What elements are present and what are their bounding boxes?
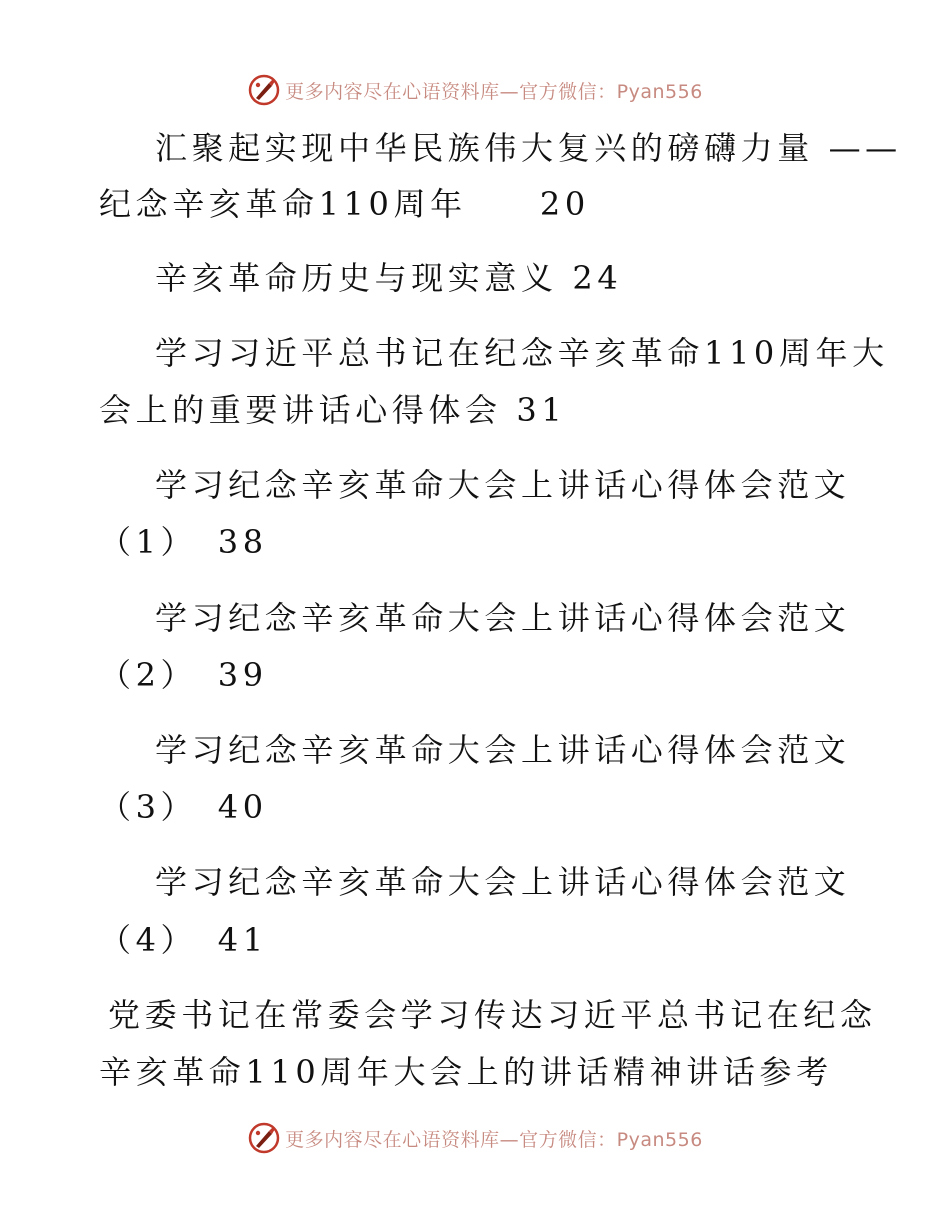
watermark-banner-bottom [0,1118,950,1158]
toc-line: 党委书记在常委会学习传达习近平总书记在纪念 [108,996,877,1034]
watermark-text: 更多内容尽在心语资料库—官方微信：Pyan556 [285,80,703,103]
toc-line: 辛亥革命历史与现实意义 24 [155,259,623,297]
pen-logo-icon [247,73,281,107]
toc-line: 汇聚起实现中华民族伟大复兴的磅礴力量 —— [155,129,902,167]
toc-line: 辛亥革命110周年大会上的讲话精神讲话参考 [99,1053,833,1091]
pen-logo-icon [247,1121,281,1155]
toc-line: 纪念辛亥革命110周年 20 [99,185,590,223]
toc-line: 学习纪念辛亥革命大会上讲话心得体会范文 [155,863,851,901]
toc-line: 学习纪念辛亥革命大会上讲话心得体会范文 [155,466,851,504]
toc-line: 学习纪念辛亥革命大会上讲话心得体会范文 [155,731,851,769]
toc-line: 会上的重要讲话心得体会 31 [99,391,567,429]
watermark-banner-top [0,70,950,110]
toc-line: （1） 38 [99,523,268,561]
toc-line: （4） 41 [99,921,268,959]
toc-line: （3） 40 [99,788,268,826]
toc-line: 学习习近平总书记在纪念辛亥革命110周年大 [155,334,889,372]
toc-line: 学习纪念辛亥革命大会上讲话心得体会范文 [155,599,851,637]
toc-line: （2） 39 [99,656,268,694]
watermark-text: 更多内容尽在心语资料库—官方微信：Pyan556 [285,1128,703,1151]
